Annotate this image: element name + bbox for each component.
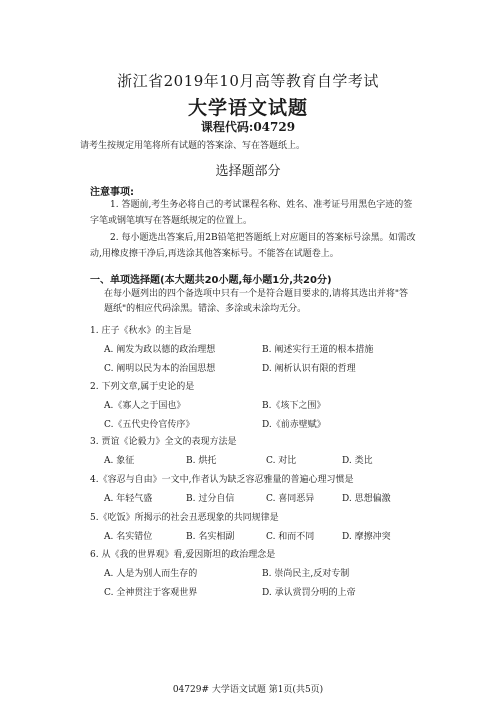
option-a: A.《寡人之于国也》 xyxy=(104,401,186,411)
option-a: A. 年轻气盛 xyxy=(104,494,153,504)
part1-heading: 一、单项选择题(本大题共20小题,每小题1分,共20分) xyxy=(90,275,332,286)
course-code: 课程代码:04729 xyxy=(200,120,296,134)
exam-title: 浙江省2019年10月高等教育自学考试 xyxy=(117,72,379,90)
question-stem: 4.《容忍与自由》一文中,作者认为缺乏容忍雅量的普遍心理习惯是 xyxy=(90,475,354,485)
option-b: B. 阐述实行王道的根本措施 xyxy=(262,345,374,355)
option-d: D. 摩擦冲突 xyxy=(342,532,391,542)
option-b: B. 崇尚民主,反对专制 xyxy=(262,569,350,579)
part1-description: 在每小题列出的四个备选项中只有一个是符合题目要求的,请将其选出并将"答题纸"的相应代码涂黑。错涂、多涂或未涂均无分。 xyxy=(104,289,409,314)
option-d: D. 思想偏激 xyxy=(342,494,391,504)
option-c: C.《五代史伶官传序》 xyxy=(104,420,195,430)
option-c: C. 对比 xyxy=(266,456,297,466)
option-c: C. 阐明以民为本的治国思想 xyxy=(104,364,216,374)
page-footer: 04729# 大学语文试题 第1页(共5页) xyxy=(172,685,324,695)
answer-instruction: 请考生按规定用笔将所有试题的答案涂、写在答题纸上。 xyxy=(80,141,306,151)
note-item-1: 1. 答题前,考生务必将自己的考试课程名称、姓名、准考证号用黑色字迹的签字笔或钢笔填写在答题纸规定的位置上。 xyxy=(90,200,413,226)
section-title: 选择题部分 xyxy=(215,164,281,179)
option-d: D. 类比 xyxy=(342,456,373,466)
subject-title: 大学语文试题 xyxy=(187,97,308,119)
question-stem: 3. 贾谊《论毅力》全文的表现方法是 xyxy=(90,437,237,447)
option-b: B. 过分自信 xyxy=(186,494,235,504)
question-stem: 1. 庄子《秋水》的主旨是 xyxy=(90,326,192,336)
option-c: C. 和而不同 xyxy=(266,532,315,542)
option-a: A. 阐发为政以德的政治理想 xyxy=(104,345,216,355)
option-a: A. 象征 xyxy=(104,456,135,466)
question-stem: 2. 下列文章,属于史论的是 xyxy=(90,382,195,392)
option-c: C. 全神贯注于客观世界 xyxy=(104,588,198,598)
option-a: A. 人是为别人而生存的 xyxy=(104,569,198,579)
option-a: A. 名实错位 xyxy=(104,532,153,542)
question-stem: 5.《吃饭》所揭示的社会丑恶现象的共同规律是 xyxy=(90,513,279,523)
option-c: C. 喜同恶异 xyxy=(266,494,315,504)
option-d: D. 承认赏罚分明的上帝 xyxy=(262,588,356,598)
option-d: D.《前赤壁赋》 xyxy=(262,420,326,430)
option-d: D. 阐析认识有限的哲理 xyxy=(262,364,356,374)
question-stem: 6. 从《我的世界观》看,爱因斯坦的政治理念是 xyxy=(90,550,276,560)
option-b: B. 烘托 xyxy=(186,456,217,466)
option-b: B.《垓下之围》 xyxy=(262,401,326,411)
option-b: B. 名实相副 xyxy=(186,532,235,542)
notes-heading: 注意事项: xyxy=(90,187,134,198)
note-item-2: 2. 每小题选出答案后,用2B铅笔把答题纸上对应题目的答案标号涂黑。如需改动,用橡皮擦干净后,再选涂其他答案标号。不能答在试题卷上。 xyxy=(90,233,416,259)
